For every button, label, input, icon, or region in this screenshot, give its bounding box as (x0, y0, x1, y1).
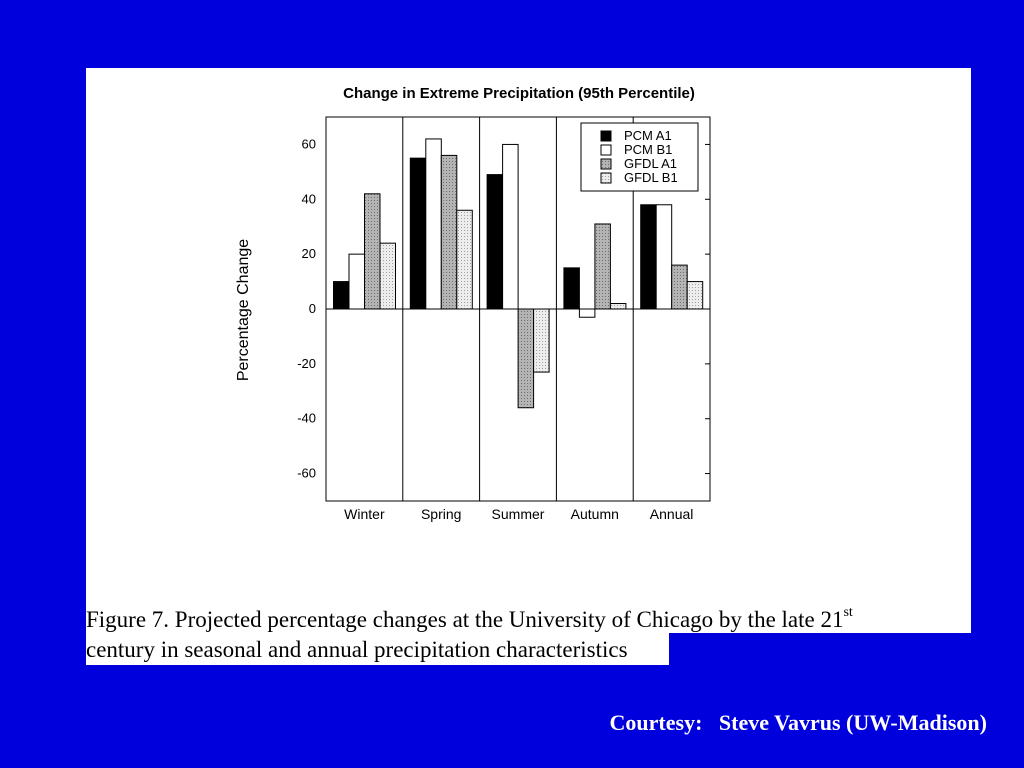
precipitation-bar-chart (86, 68, 971, 538)
x-tick-label: Summer (491, 506, 545, 522)
bar-pcm-a1-spring (410, 158, 426, 309)
y-tick-label: 60 (301, 136, 316, 152)
bar-pcm-b1-autumn (579, 309, 595, 317)
bar-gfdl-b1-annual (687, 282, 703, 309)
y-axis-label: Percentage Change (235, 238, 252, 382)
legend-swatch-gfdl-b1 (601, 173, 611, 183)
legend-swatch-gfdl-a1 (601, 159, 611, 169)
legend-swatch-pcm-a1 (601, 131, 611, 141)
bar-pcm-b1-annual (656, 205, 672, 309)
y-tick-label: 20 (301, 246, 316, 262)
bar-pcm-b1-summer (503, 144, 518, 309)
bar-gfdl-a1-spring (441, 155, 457, 309)
bar-pcm-a1-winter (334, 282, 350, 309)
x-tick-label: Autumn (570, 506, 619, 522)
bar-gfdl-b1-autumn (610, 304, 626, 309)
bar-pcm-b1-spring (426, 139, 442, 309)
legend-label: GFDL B1 (624, 170, 678, 185)
bar-pcm-b1-winter (349, 254, 365, 309)
x-tick-label: Winter (344, 506, 385, 522)
bar-pcm-a1-autumn (564, 268, 580, 309)
figure-caption-line-1 (86, 606, 853, 631)
y-tick-label: 40 (301, 191, 316, 207)
bar-gfdl-a1-annual (672, 265, 688, 309)
bar-gfdl-a1-summer (518, 309, 534, 408)
caption-superscript: st (843, 605, 853, 620)
bar-pcm-a1-annual (641, 205, 657, 309)
bar-gfdl-b1-spring (457, 210, 473, 309)
caption-text-1: Figure 7. Projected percentage changes at the University of Chicago by the late 21 (86, 607, 844, 632)
legend-label: PCM A1 (624, 128, 672, 143)
bar-gfdl-a1-winter (365, 194, 381, 309)
bar-gfdl-b1-summer (534, 309, 550, 372)
x-tick-label: Spring (420, 506, 462, 522)
x-tick-label: Annual (649, 506, 694, 522)
legend-label: GFDL A1 (624, 156, 677, 171)
legend-swatch-pcm-b1 (601, 145, 611, 155)
y-tick-label: 0 (308, 301, 316, 316)
bar-gfdl-b1-winter (380, 243, 396, 309)
credit-line: Courtesy: Steve Vavrus (UW-Madison) (609, 710, 987, 735)
bar-gfdl-a1-autumn (595, 224, 611, 309)
legend-label: PCM B1 (624, 142, 673, 157)
figure-caption-line-2: century in seasonal and annual precipitation characteristics (86, 637, 628, 662)
y-tick-label: -20 (297, 355, 316, 371)
bar-pcm-a1-summer (487, 175, 503, 309)
y-tick-label: -60 (297, 465, 316, 481)
y-tick-label: -40 (297, 410, 316, 426)
chart-title: Change in Extreme Precipitation (95th Percentile) (343, 85, 695, 102)
